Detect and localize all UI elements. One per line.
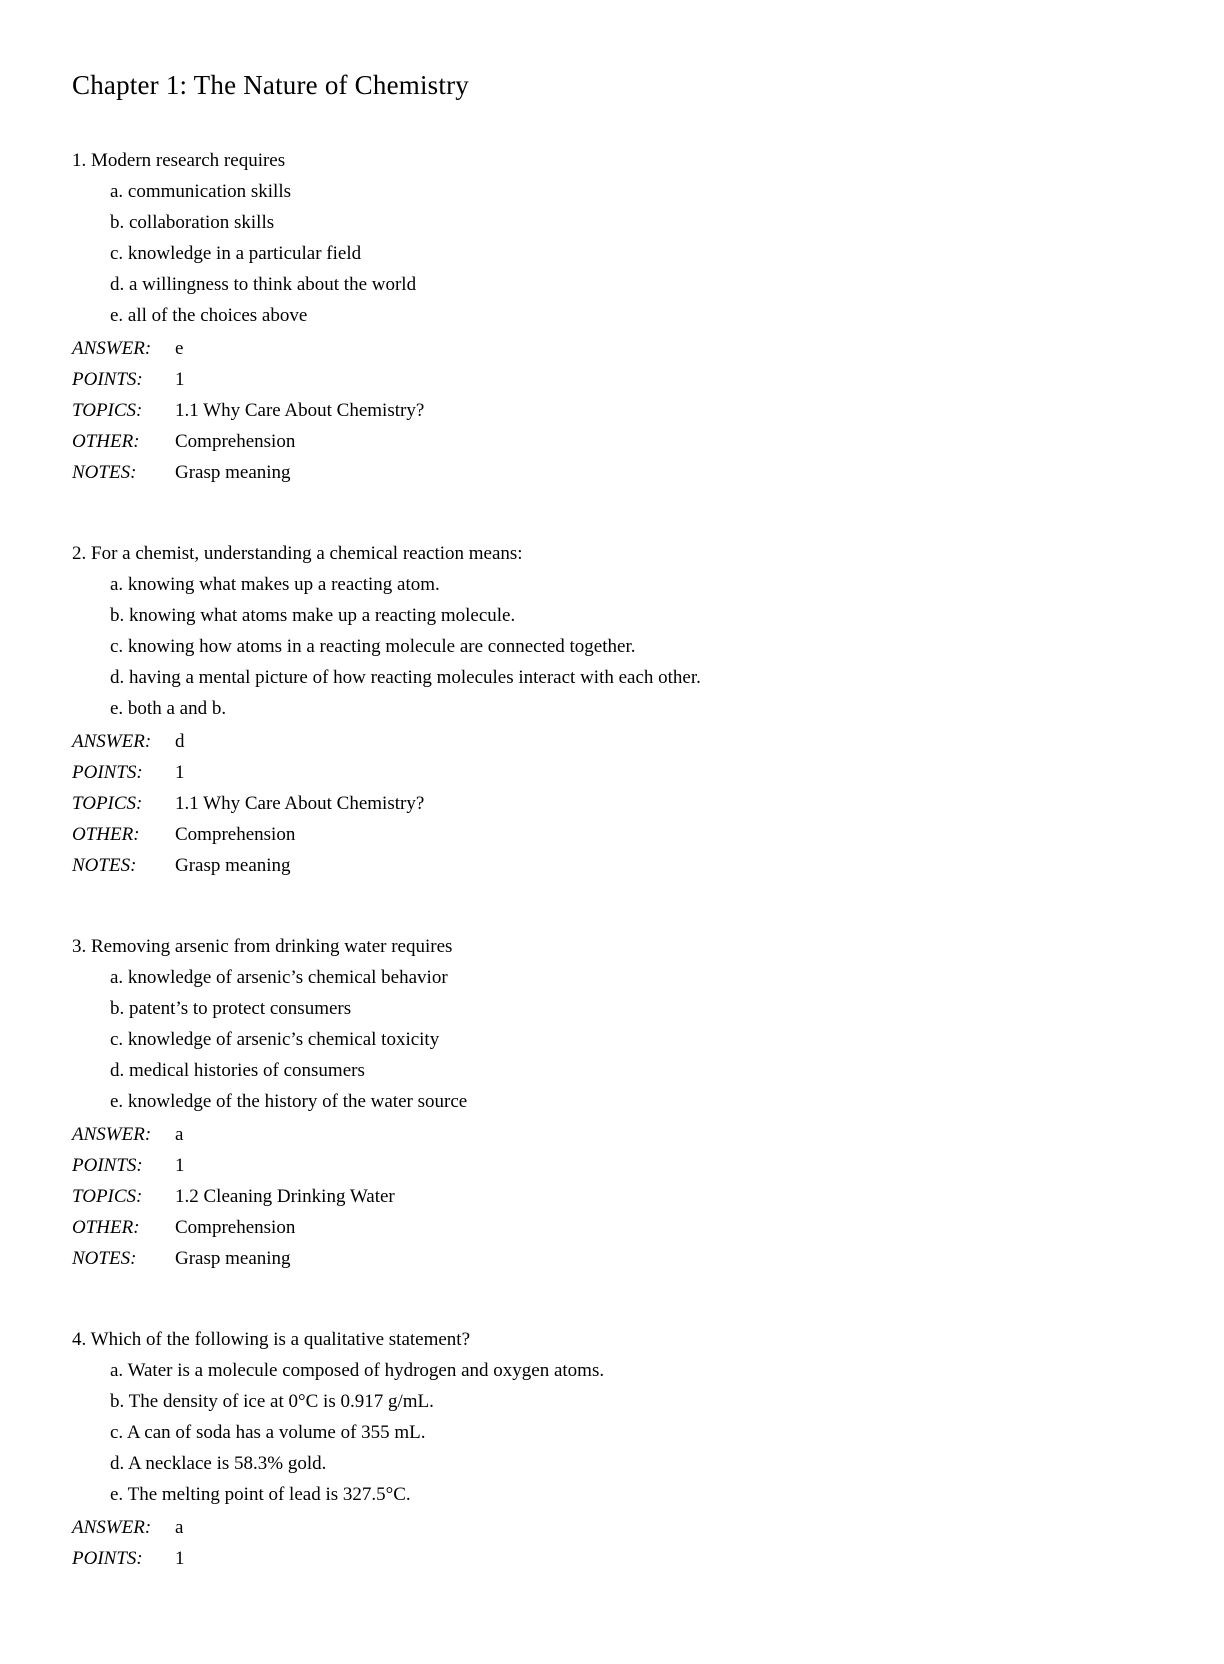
- meta-row-topics: [72, 395, 1134, 426]
- choice-a: a. knowing what makes up a reacting atom.: [110, 574, 440, 595]
- meta-label: OTHER:: [72, 1217, 140, 1238]
- choice-e: e. The melting point of lead is 327.5°C.: [110, 1484, 411, 1505]
- choice-list: [72, 962, 1134, 1117]
- meta-value: a: [175, 1517, 184, 1538]
- question-prompt: 3. Removing arsenic from drinking water requires: [72, 936, 453, 957]
- choice-a: a. Water is a molecule composed of hydrogen and oxygen atoms.: [110, 1360, 605, 1381]
- choice-e: e. both a and b.: [110, 698, 227, 719]
- meta-label: ANSWER:: [72, 1517, 152, 1538]
- meta-value: Grasp meaning: [175, 1248, 291, 1269]
- meta-row-points: [72, 364, 1134, 395]
- question-2: [72, 538, 1134, 881]
- meta-row-topics: [72, 788, 1134, 819]
- meta-label: NOTES:: [72, 855, 137, 876]
- question-4: [72, 1324, 1134, 1574]
- meta-row-answer: [72, 726, 1134, 757]
- meta-value: a: [175, 1124, 184, 1145]
- meta-label: POINTS:: [72, 369, 143, 390]
- choice-a: a. knowledge of arsenic’s chemical behavior: [110, 967, 448, 988]
- meta-row-answer: [72, 1512, 1134, 1543]
- question-metadata: [72, 726, 1134, 881]
- choice-e: e. knowledge of the history of the water source: [110, 1091, 468, 1112]
- choice-b: b. The density of ice at 0°C is 0.917 g/mL.: [110, 1391, 434, 1412]
- meta-value: Grasp meaning: [175, 462, 291, 483]
- document-title: Chapter 1: The Nature of Chemistry: [72, 70, 469, 100]
- choice-list: [72, 569, 1134, 724]
- meta-row-answer: [72, 333, 1134, 364]
- choice-a: a. communication skills: [110, 181, 292, 202]
- meta-value: Comprehension: [175, 1217, 296, 1238]
- meta-row-answer: [72, 1119, 1134, 1150]
- meta-label: ANSWER:: [72, 338, 152, 359]
- question-metadata: [72, 1512, 1134, 1574]
- choice-e: e. all of the choices above: [110, 305, 308, 326]
- meta-label: NOTES:: [72, 1248, 137, 1269]
- choice-d: d. a willingness to think about the world: [110, 274, 417, 295]
- meta-value: 1: [175, 1155, 185, 1176]
- choice-d: d. medical histories of consumers: [110, 1060, 365, 1081]
- question-3: [72, 931, 1134, 1274]
- meta-value: 1: [175, 1548, 185, 1569]
- meta-row-other: [72, 1212, 1134, 1243]
- choice-c: c. knowledge in a particular field: [110, 243, 362, 264]
- choice-list: [72, 1355, 1134, 1510]
- question-prompt: 4. Which of the following is a qualitative statement?: [72, 1329, 471, 1350]
- meta-row-notes: [72, 850, 1134, 881]
- question-1: [72, 145, 1134, 488]
- meta-label: POINTS:: [72, 762, 143, 783]
- choice-d: d. having a mental picture of how reacting molecules interact with each other.: [110, 667, 701, 688]
- meta-value: 1.1 Why Care About Chemistry?: [175, 400, 425, 421]
- question-metadata: [72, 333, 1134, 488]
- meta-row-notes: [72, 457, 1134, 488]
- meta-value: 1.1 Why Care About Chemistry?: [175, 793, 425, 814]
- meta-label: TOPICS:: [72, 793, 143, 814]
- meta-label: OTHER:: [72, 431, 140, 452]
- meta-label: ANSWER:: [72, 1124, 152, 1145]
- choice-b: b. patent’s to protect consumers: [110, 998, 352, 1019]
- meta-value: Comprehension: [175, 431, 296, 452]
- meta-value: d: [175, 731, 185, 752]
- meta-row-points: [72, 757, 1134, 788]
- question-prompt: 2. For a chemist, understanding a chemical reaction means:: [72, 543, 523, 564]
- meta-label: OTHER:: [72, 824, 140, 845]
- meta-row-other: [72, 819, 1134, 850]
- meta-label: POINTS:: [72, 1155, 143, 1176]
- choice-c: c. A can of soda has a volume of 355 mL.: [110, 1422, 426, 1443]
- meta-value: 1.2 Cleaning Drinking Water: [175, 1186, 395, 1207]
- meta-label: ANSWER:: [72, 731, 152, 752]
- meta-value: 1: [175, 762, 185, 783]
- meta-label: POINTS:: [72, 1548, 143, 1569]
- meta-label: TOPICS:: [72, 1186, 143, 1207]
- meta-value: 1: [175, 369, 185, 390]
- choice-c: c. knowledge of arsenic’s chemical toxicity: [110, 1029, 440, 1050]
- choice-d: d. A necklace is 58.3% gold.: [110, 1453, 327, 1474]
- meta-value: Comprehension: [175, 824, 296, 845]
- choice-b: b. knowing what atoms make up a reacting molecule.: [110, 605, 516, 626]
- meta-row-points: [72, 1150, 1134, 1181]
- meta-row-notes: [72, 1243, 1134, 1274]
- meta-row-topics: [72, 1181, 1134, 1212]
- choice-list: [72, 176, 1134, 331]
- question-metadata: [72, 1119, 1134, 1274]
- meta-row-points: [72, 1543, 1134, 1574]
- meta-label: TOPICS:: [72, 400, 143, 421]
- meta-value: Grasp meaning: [175, 855, 291, 876]
- meta-row-other: [72, 426, 1134, 457]
- choice-c: c. knowing how atoms in a reacting molecule are connected together.: [110, 636, 636, 657]
- meta-value: e: [175, 338, 184, 359]
- question-prompt: 1. Modern research requires: [72, 150, 286, 171]
- choice-b: b. collaboration skills: [110, 212, 275, 233]
- meta-label: NOTES:: [72, 462, 137, 483]
